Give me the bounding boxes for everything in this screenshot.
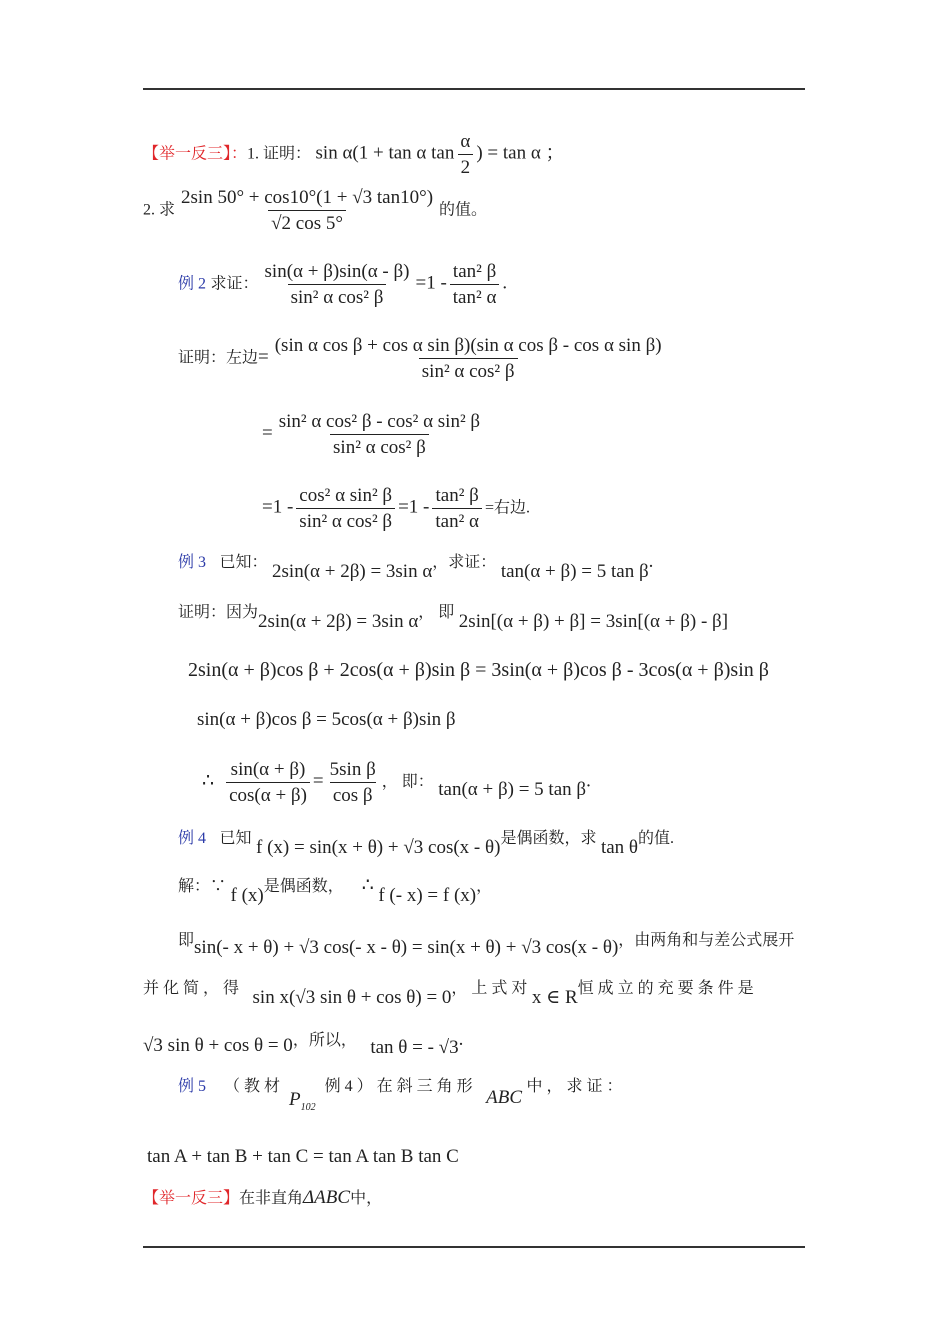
fraction-denominator: cos(α + β): [226, 782, 310, 805]
footer-rule: [143, 1246, 805, 1248]
proof-3-fraction-2: [327, 760, 379, 805]
proof-3-label: 证明：因为: [178, 604, 259, 621]
example-2-fraction: [262, 262, 413, 307]
proof-3-eq: =: [312, 770, 324, 792]
exercise-1-math-b: ) = tan α ；: [476, 142, 565, 164]
example-4-text: 是偶函数，求: [500, 830, 597, 847]
proof-3-dot: .: [586, 770, 591, 792]
proof-2c-b: =1 -: [398, 496, 430, 518]
solution-4-equation: sin(- x + θ) + √3 cos(- x - θ) = sin(x + θ) + √3 cos(x - θ): [194, 937, 619, 958]
example-3-prove: ，求证：: [432, 554, 497, 571]
solution-4-condition: x ∈ R: [531, 987, 578, 1008]
proof-3-line-4: [202, 760, 591, 805]
solution-4-line-4: [143, 1029, 464, 1058]
example-3-given: 2sin(α + 2β) = 3sin α: [272, 561, 433, 582]
fraction-numerator: 2sin 50° + cos10°(1 + √3 tan10°): [181, 187, 434, 208]
solution-4-eq: f (- x) = f (x): [378, 885, 477, 906]
example-2-fraction-2: [450, 262, 500, 307]
fraction-numerator: cos² α sin² β: [299, 485, 393, 506]
proof-3-simplified: sin(α + β)cos β = 5cos(α + β)sin β: [197, 709, 456, 730]
fraction-denominator: sin² α cos² β: [288, 284, 387, 307]
solution-4-text: ，由两角和与差公式展开: [618, 932, 795, 949]
page-number: 102: [300, 1101, 316, 1113]
fraction-numerator: sin(α + β): [230, 759, 306, 780]
example-5-text-3: 中 ， 求 证 ：: [526, 1078, 623, 1095]
therefore-symbol: ∴: [361, 875, 374, 896]
exercise-2-line: [143, 188, 487, 233]
drill-2-line: [143, 1188, 382, 1207]
drill-2-triangle: ΔABC: [303, 1187, 351, 1208]
example-3-line: [178, 551, 654, 582]
header-rule: [143, 88, 805, 90]
example-5-page: [289, 1089, 316, 1113]
exercise-1-text: 1. 证明：: [247, 145, 312, 163]
proof-3-ie2: ， 即：: [381, 773, 434, 791]
proof-3-expand: 2sin[(α + β) + β] = 3sin[(α + β) - β]: [458, 611, 729, 632]
fraction-denominator: √2 cos 5°: [268, 210, 346, 233]
proof-2b-eq: =: [262, 422, 273, 444]
solution-4-equation-3: √3 sin θ + cos θ = 0: [143, 1035, 293, 1056]
example-4-line: [178, 828, 675, 858]
example-4-tan: tan θ: [600, 837, 639, 858]
proof-3-fraction: [226, 760, 310, 805]
proof-2c-fraction: [296, 486, 395, 531]
solution-4-label: 解：∵: [178, 878, 227, 895]
fraction-denominator: sin² α cos² β: [330, 434, 429, 457]
exercise-1-fraction: [457, 132, 473, 177]
proof-2c-fraction-2: [432, 486, 482, 531]
fraction-denominator: tan² α: [432, 508, 482, 531]
solution-4-comma: ，: [476, 878, 493, 895]
example-5-equation-line: [147, 1147, 459, 1166]
fraction-denominator: sin² α cos² β: [419, 358, 518, 381]
proof-2-label: 证明：左边: [178, 349, 259, 367]
example-5-triangle: ABC: [486, 1087, 523, 1108]
exercise-2-suffix: 的值。: [439, 201, 488, 219]
solution-4-text-2: ， 上 式 对: [451, 980, 528, 997]
example-2-label: 例 2: [178, 275, 207, 293]
example-2-text: 求证：: [210, 275, 259, 293]
exercise-1-math-a: sin α(1 + tan α tan: [315, 142, 455, 164]
example-5-line: [178, 1076, 623, 1113]
proof-2b-fraction: [276, 412, 483, 457]
exercise-1-line: [143, 132, 565, 177]
proof-2c-end: =右边.: [484, 499, 531, 517]
example-2-end: .: [502, 272, 508, 294]
fraction-numerator: sin² α cos² β - cos² α sin² β: [278, 411, 481, 432]
fraction-numerator: sin(α + β)sin(α - β): [264, 261, 410, 282]
example-4-known: 已知: [219, 830, 252, 847]
proof-3-line-2: [188, 660, 769, 680]
proof-2c-a: =1 -: [262, 496, 294, 518]
solution-4-fx: f (x): [230, 885, 264, 906]
fraction-numerator: α: [460, 131, 471, 152]
proof-3-line-1: [178, 602, 729, 632]
example-4-label: 例 4: [178, 830, 207, 847]
proof-2-fraction: [272, 336, 665, 381]
proof-2-line-a: [178, 336, 668, 381]
proof-3-ie: ， 即: [418, 604, 455, 621]
fraction-numerator: tan² β: [452, 261, 497, 282]
proof-2-line-c: [262, 486, 530, 531]
solution-4-equation-2: sin x(√3 sin θ + cos θ) = 0: [252, 987, 452, 1008]
proof-2-line-b: [262, 412, 486, 457]
example-3-goal: tan(α + β) = 5 tan β: [500, 561, 649, 582]
page-letter: P: [289, 1089, 301, 1110]
fraction-denominator: 2: [458, 154, 474, 177]
fraction-numerator: tan² β: [435, 485, 479, 506]
proof-2-eq: =: [258, 346, 269, 368]
example-5-equation: tan A + tan B + tan C = tan A tan B tan C: [147, 1146, 459, 1167]
drill-label: 【举一反三】：: [143, 145, 248, 163]
fraction-numerator: (sin α cos β + cos α sin β)(sin α cos β - cos α sin β): [274, 335, 662, 356]
solution-4-line-2: [178, 930, 795, 958]
example-4-function: f (x) = sin(x + θ) + √3 cos(x - θ): [256, 837, 501, 858]
exercise-2-fraction: [178, 188, 436, 233]
solution-4-ji: 即: [178, 932, 195, 949]
solution-4-text-3: 恒 成 立 的 充 要 条 件 是: [577, 980, 754, 997]
solution-4-line-3: [143, 978, 754, 1008]
drill-2-text: 在非直角: [239, 1190, 304, 1207]
proof-3-expansion: 2sin(α + β)cos β + 2cos(α + β)sin β = 3sin(α + β)cos β - 3cos(α + β)sin β: [188, 659, 769, 681]
example-3-known: 已知：: [219, 554, 268, 571]
example-2-mid: =1 -: [415, 272, 447, 294]
fraction-denominator: tan² α: [450, 284, 500, 307]
fraction-numerator: 5sin β: [329, 759, 376, 780]
example-4-end: 的值.: [638, 830, 675, 847]
solution-4-line-1: [178, 875, 493, 906]
drill-2-end: 中，: [350, 1190, 383, 1207]
example-5-label: 例 5: [178, 1078, 207, 1095]
proof-3-given: 2sin(α + 2β) = 3sin α: [258, 611, 419, 632]
proof-3-result: tan(α + β) = 5 tan β: [438, 778, 587, 800]
solution-4-even: 是偶函数，: [263, 878, 344, 895]
example-3-dot: .: [648, 551, 654, 572]
example-2-line: [178, 262, 507, 307]
solution-4-dot: .: [458, 1029, 464, 1050]
solution-4-text-1: 并 化 简 ， 得: [143, 980, 240, 997]
exercise-2-prefix: 2. 求: [143, 201, 176, 219]
therefore-symbol: ∴: [202, 770, 215, 792]
proof-3-line-3: [197, 710, 456, 729]
fraction-denominator: cos β: [330, 782, 376, 805]
example-5-text-1: （ 教 材: [224, 1078, 281, 1095]
solution-4-text-4: ，所以，: [292, 1032, 357, 1049]
drill-label-2: 【举一反三】: [143, 1190, 240, 1207]
fraction-denominator: sin² α cos² β: [296, 508, 395, 531]
example-3-label: 例 3: [178, 554, 207, 571]
example-5-text-2: 例 4 ） 在 斜 三 角 形: [324, 1078, 473, 1095]
solution-4-result: tan θ = - √3: [370, 1037, 459, 1058]
